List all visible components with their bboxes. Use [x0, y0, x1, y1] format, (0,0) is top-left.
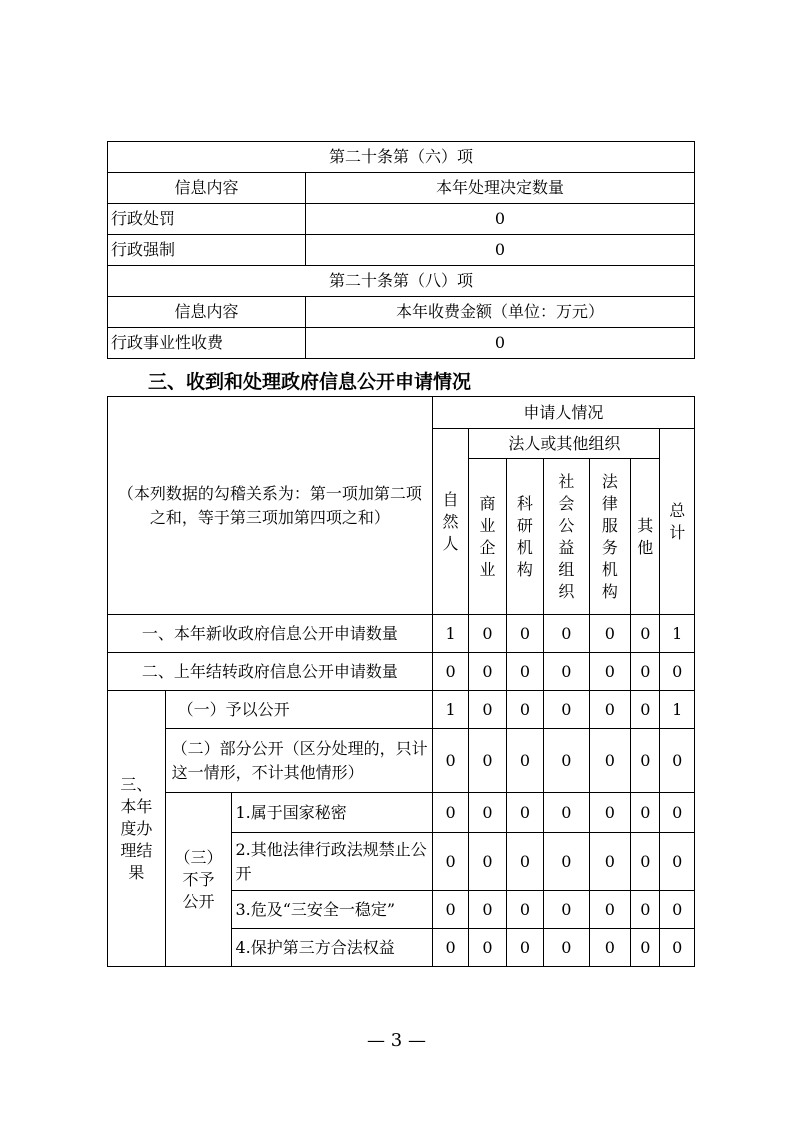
- cell-value: 0: [631, 691, 660, 729]
- cell-value: 0: [506, 891, 543, 929]
- section-8-title: 第二十条第（八）项: [108, 266, 695, 297]
- not-public-label: （三） 不予 公开: [165, 793, 232, 967]
- cell-value: 0: [544, 833, 590, 891]
- cell-value: 0: [469, 729, 506, 793]
- cell-value: 0: [506, 653, 543, 691]
- cell-value: 0: [506, 929, 543, 967]
- cell-value: 0: [544, 729, 590, 793]
- cell-value: 0: [544, 891, 590, 929]
- row-label: 1.属于国家秘密: [232, 793, 432, 833]
- reconciliation-note: （本列数据的勾稽关系为：第一项加第二项之和，等于第三项加第四项之和）: [108, 397, 433, 615]
- cell-value: 1: [660, 691, 695, 729]
- row-label: 行政事业性收费: [108, 328, 306, 359]
- row-label: 行政处罚: [108, 204, 306, 235]
- cell-value: 0: [589, 833, 630, 891]
- decision-count-header: 本年处理决定数量: [306, 173, 695, 204]
- cell-value: 0: [660, 929, 695, 967]
- cell-value: 0: [544, 615, 590, 653]
- info-content-header: 信息内容: [108, 173, 306, 204]
- cell-value: 0: [469, 833, 506, 891]
- disclosure-table-upper: [107, 141, 695, 359]
- cell-value: 0: [544, 691, 590, 729]
- cell-value: 0: [469, 653, 506, 691]
- row-value: 0: [306, 204, 695, 235]
- cell-value: 0: [506, 793, 543, 833]
- row-label: （一）予以公开: [165, 691, 432, 729]
- legal-entity-header: 法人或其他组织: [469, 429, 660, 459]
- section-6-title: 第二十条第（六）项: [108, 142, 695, 173]
- cell-value: 0: [432, 929, 468, 967]
- cell-value: 0: [432, 793, 468, 833]
- cell-value: 0: [631, 729, 660, 793]
- cell-value: 0: [469, 793, 506, 833]
- cell-value: 0: [589, 691, 630, 729]
- row-label: （二）部分公开（区分处理的，只计这一情形，不计其他情形）: [165, 729, 432, 793]
- cell-value: 0: [469, 891, 506, 929]
- cell-value: 0: [469, 691, 506, 729]
- cell-value: 0: [631, 653, 660, 691]
- row-label: 行政强制: [108, 235, 306, 266]
- cell-value: 0: [660, 833, 695, 891]
- cell-value: 0: [432, 891, 468, 929]
- cell-value: 0: [631, 793, 660, 833]
- cell-value: 0: [631, 833, 660, 891]
- cell-value: 0: [631, 891, 660, 929]
- fee-amount-header: 本年收费金额（单位：万元）: [306, 297, 695, 328]
- cell-value: 0: [589, 615, 630, 653]
- cell-value: 0: [660, 653, 695, 691]
- application-table: [107, 396, 695, 967]
- page-number: — 3 —: [367, 1030, 426, 1051]
- cell-value: 0: [660, 729, 695, 793]
- applicant-header: 申请人情况: [432, 397, 694, 429]
- cell-value: 0: [506, 691, 543, 729]
- row-value: 0: [306, 328, 695, 359]
- cell-value: 0: [589, 891, 630, 929]
- cell-value: 0: [506, 729, 543, 793]
- cell-value: 0: [589, 653, 630, 691]
- cell-value: 0: [631, 615, 660, 653]
- cell-value: 1: [660, 615, 695, 653]
- row-label: 一、本年新收政府信息公开申请数量: [108, 615, 433, 653]
- col-total: 总 计: [660, 429, 695, 615]
- cell-value: 0: [631, 929, 660, 967]
- cell-value: 0: [469, 615, 506, 653]
- cell-value: 0: [589, 929, 630, 967]
- cell-value: 0: [432, 729, 468, 793]
- cell-value: 1: [432, 691, 468, 729]
- col-legal-service: 法 律 服 务 机 构: [589, 459, 630, 615]
- cell-value: 0: [506, 833, 543, 891]
- cell-value: 0: [660, 891, 695, 929]
- cell-value: 0: [432, 833, 468, 891]
- cell-value: 0: [544, 793, 590, 833]
- cell-value: 0: [589, 729, 630, 793]
- row-label: 3.危及“三安全一稳定”: [232, 891, 432, 929]
- row-label: 二、上年结转政府信息公开申请数量: [108, 653, 433, 691]
- col-commercial: 商 业 企 业: [469, 459, 506, 615]
- cell-value: 0: [660, 793, 695, 833]
- cell-value: 0: [544, 653, 590, 691]
- row-label: 2.其他法律行政法规禁止公开: [232, 833, 432, 891]
- cell-value: 0: [589, 793, 630, 833]
- cell-value: 0: [469, 929, 506, 967]
- col-research: 科 研 机 构: [506, 459, 543, 615]
- section-heading: 三、收到和处理政府信息公开申请情况: [148, 371, 472, 393]
- col-other: 其 他: [631, 459, 660, 615]
- section-3-label: 三、 本年 度办 理结 果: [108, 691, 166, 967]
- cell-value: 0: [432, 653, 468, 691]
- row-value: 0: [306, 235, 695, 266]
- info-content-header: 信息内容: [108, 297, 306, 328]
- row-label: 4.保护第三方合法权益: [232, 929, 432, 967]
- cell-value: 0: [506, 615, 543, 653]
- col-natural-person: 自 然 人: [432, 429, 468, 615]
- col-social-org: 社 会 公 益 组 织: [544, 459, 590, 615]
- cell-value: 1: [432, 615, 468, 653]
- cell-value: 0: [544, 929, 590, 967]
